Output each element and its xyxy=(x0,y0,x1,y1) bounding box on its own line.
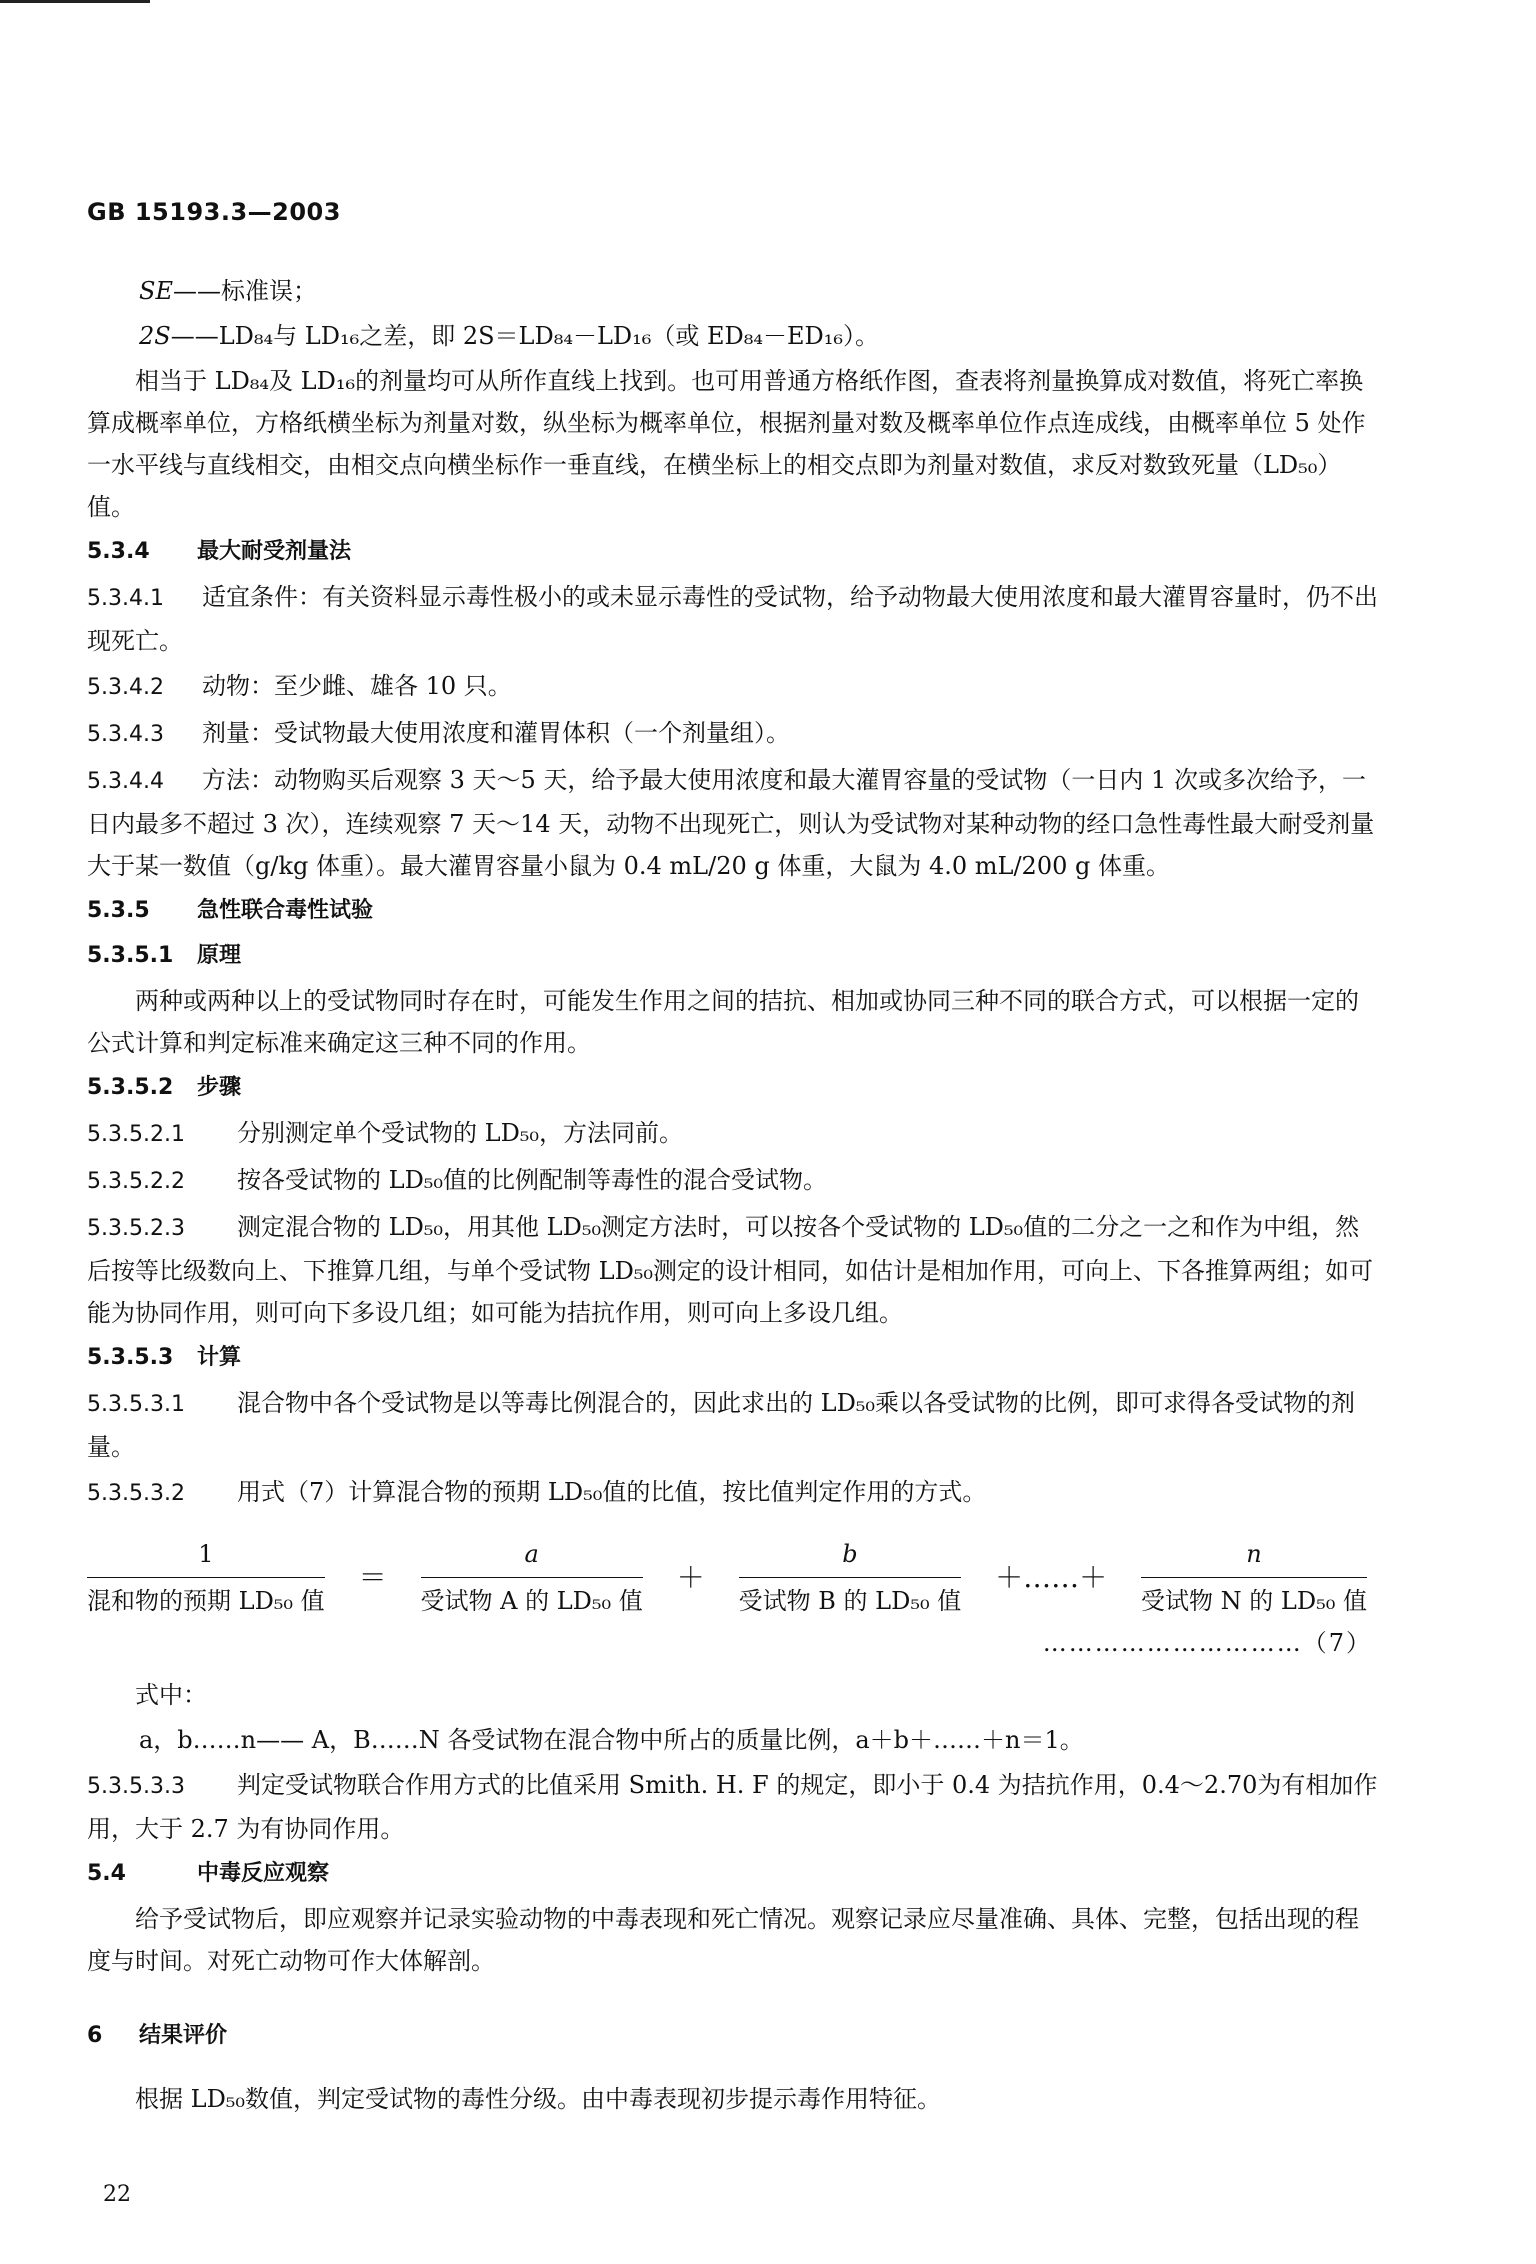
section-5-3-5 xyxy=(87,890,1382,932)
section-5-3-5-3 xyxy=(87,1337,1382,1379)
paragraph-result: 根据 LD₅₀数值，判定受试物的毒性分级。由中毒表现初步提示毒作用特征。 xyxy=(135,2085,942,2113)
numerator: n xyxy=(1141,1533,1367,1578)
section-title: 中毒反应观察 xyxy=(197,1861,330,1886)
denominator: 受试物 A 的 LD₅₀ 值 xyxy=(420,1587,643,1615)
clause-5-3-4-3 xyxy=(87,712,1382,756)
clause-text: 用式（7）计算混合物的预期 LD₅₀值的比值，按比值判定作用的方式。 xyxy=(237,1478,987,1506)
document-body xyxy=(87,270,1382,2123)
top-rule xyxy=(0,0,150,3)
clause-text: 按各受试物的 LD₅₀值的比例配制等毒性的混合受试物。 xyxy=(237,1166,828,1194)
section-number: 6 xyxy=(87,2023,103,2048)
section-5-4 xyxy=(87,1853,1382,1895)
clause-5-3-4-1 xyxy=(87,576,1382,662)
clause-text: 适宜条件：有关资料显示毒性极小的或未显示毒性的受试物，给予动物最大使用浓度和最大灌胃容量时，仍不出现死亡。 xyxy=(87,583,1378,655)
clause-5-3-5-3-3 xyxy=(87,1764,1382,1850)
clause-5-3-5-2-2 xyxy=(87,1159,1382,1203)
where-label: 式中： xyxy=(135,1681,207,1709)
def-symbol: SE xyxy=(139,277,173,305)
section-number: 5.3.5.1 xyxy=(87,943,174,968)
numerator: b xyxy=(739,1533,962,1578)
paragraph-ld: 相当于 LD₈₄及 LD₁₆的剂量均可从所作直线上找到。也可用普通方格纸作图，查表将剂量换算成对数值，将死亡率换算成概率单位，方格纸横坐标为剂量对数，纵坐标为概率单位，根据剂量对数及概率单位作点连成线，由概率单位 5 处作一水平线与直线相交，由相交点向横坐标作一垂直线，在横坐标上的相交点即为剂量对数值，求反对数致死量（LD₅₀）值。 xyxy=(87,367,1366,521)
clause-text: 判定受试物联合作用方式的比值采用 Smith. H. F 的规定，即小于 0.4 为拮抗作用，0.4～2.70为有相加作用，大于 2.7 为有协同作用。 xyxy=(87,1771,1378,1843)
page-number: 22 xyxy=(103,2182,131,2207)
clause-5-3-4-2 xyxy=(87,665,1382,709)
clause-5-3-5-2-1 xyxy=(87,1112,1382,1156)
clause-number: 5.3.5.2.1 xyxy=(87,1122,185,1147)
clause-5-3-5-2-3 xyxy=(87,1206,1382,1334)
ellipsis-sum: ＋……＋ xyxy=(995,1560,1108,1594)
clause-number: 5.3.5.2.2 xyxy=(87,1169,185,1194)
clause-number: 5.3.4.1 xyxy=(87,586,164,611)
section-number: 5.4 xyxy=(87,1861,126,1886)
paragraph-observation: 给予受试物后，即应观察并记录实验动物的中毒表现和死亡情况。观察记录应尽量准确、具体、完整，包括出现的程度与时间。对死亡动物可作大体解剖。 xyxy=(87,1905,1359,1975)
clause-text: 方法：动物购买后观察 3 天～5 天，给予最大使用浓度和最大灌胃容量的受试物（一日内 1 次或多次给予，一日内最多不超过 3 次），连续观察 7 天～14 天，动物不出现死亡，则认为受试物对某种动物的经口急性毒性最大耐受剂量大于某一数值（g/kg 体重）。最大灌胃容量小鼠为 0.4 mL/20 g 体重，大鼠为 4.0 mL/200 g 体重。 xyxy=(87,766,1375,880)
denominator: 受试物 N 的 LD₅₀ 值 xyxy=(1141,1587,1367,1615)
section-number: 5.3.5.2 xyxy=(87,1075,174,1100)
fraction-n xyxy=(1141,1533,1367,1622)
clause-text: 混合物中各个受试物是以等毒比例混合的，因此求出的 LD₅₀乘以各受试物的比例，即可求得各受试物的剂量。 xyxy=(87,1389,1356,1461)
def-text: ——LD₈₄与 LD₁₆之差，即 2S＝LD₈₄－LD₁₆（或 ED₈₄－ED₁₆）。 xyxy=(170,322,880,350)
equals-sign: ＝ xyxy=(358,1560,387,1594)
section-6 xyxy=(87,2015,1382,2057)
def-symbol: 2S xyxy=(139,322,171,350)
section-number: 5.3.5 xyxy=(87,898,150,923)
section-title: 原理 xyxy=(197,943,242,968)
clause-text: 动物：至少雌、雄各 10 只。 xyxy=(202,672,512,700)
clause-number: 5.3.5.3.3 xyxy=(87,1774,185,1799)
clause-number: 5.3.5.2.3 xyxy=(87,1216,185,1241)
equation-number: …………………………（7） xyxy=(1042,1629,1372,1657)
where-definition: a，b……n—— A，B……N 各受试物在混合物中所占的质量比例，a＋b＋……＋n＝1。 xyxy=(139,1726,1084,1754)
definition-2s xyxy=(87,315,1382,357)
def-text: ——标准误； xyxy=(172,277,317,305)
section-5-3-5-2 xyxy=(87,1067,1382,1109)
standard-number: GB 15193.3—2003 xyxy=(87,198,341,226)
clause-5-3-4-4 xyxy=(87,759,1382,887)
section-title: 计算 xyxy=(197,1345,242,1370)
section-title: 急性联合毒性试验 xyxy=(197,898,374,923)
section-title: 结果评价 xyxy=(139,2023,228,2048)
clause-text: 剂量：受试物最大使用浓度和灌胃体积（一个剂量组）。 xyxy=(202,719,790,747)
numerator: 1 xyxy=(87,1533,325,1578)
paragraph-principle: 两种或两种以上的受试物同时存在时，可能发生作用之间的拮抗、相加或协同三种不同的联合方式，可以根据一定的公式计算和判定标准来确定这三种不同的作用。 xyxy=(87,987,1359,1057)
numerator: a xyxy=(421,1533,643,1578)
denominator: 混和物的预期 LD₅₀ 值 xyxy=(87,1587,325,1615)
plus-sign: ＋ xyxy=(676,1560,705,1594)
formula-7 xyxy=(87,1533,1367,1622)
section-number: 5.3.4 xyxy=(87,539,150,564)
clause-text: 分别测定单个受试物的 LD₅₀，方法同前。 xyxy=(237,1119,684,1147)
clause-number: 5.3.5.3.2 xyxy=(87,1481,185,1506)
fraction-b xyxy=(739,1533,962,1622)
clause-number: 5.3.5.3.1 xyxy=(87,1392,185,1417)
clause-number: 5.3.4.4 xyxy=(87,769,164,794)
section-number: 5.3.5.3 xyxy=(87,1345,174,1370)
section-title: 最大耐受剂量法 xyxy=(197,539,352,564)
clause-number: 5.3.4.3 xyxy=(87,722,164,747)
fraction-lhs xyxy=(87,1533,325,1622)
fraction-a xyxy=(421,1533,643,1622)
section-5-3-4 xyxy=(87,531,1382,573)
denominator: 受试物 B 的 LD₅₀ 值 xyxy=(738,1587,962,1615)
section-title: 步骤 xyxy=(197,1075,242,1100)
section-5-3-5-1 xyxy=(87,935,1382,977)
clause-text: 测定混合物的 LD₅₀，用其他 LD₅₀测定方法时，可以按各个受试物的 LD₅₀值的二分之一之和作为中组，然后按等比级数向上、下推算几组，与单个受试物 LD₅₀测定的设计相同，如估计是相加作用，可向上、下各推算两组；如可能为协同作用，则可向下多设几组；如可能为拮抗作用，则可向上多设几组。 xyxy=(87,1213,1374,1327)
clause-5-3-5-3-1 xyxy=(87,1382,1382,1468)
clause-5-3-5-3-2 xyxy=(87,1471,1382,1515)
clause-number: 5.3.4.2 xyxy=(87,675,164,700)
definition-se xyxy=(87,270,1382,312)
